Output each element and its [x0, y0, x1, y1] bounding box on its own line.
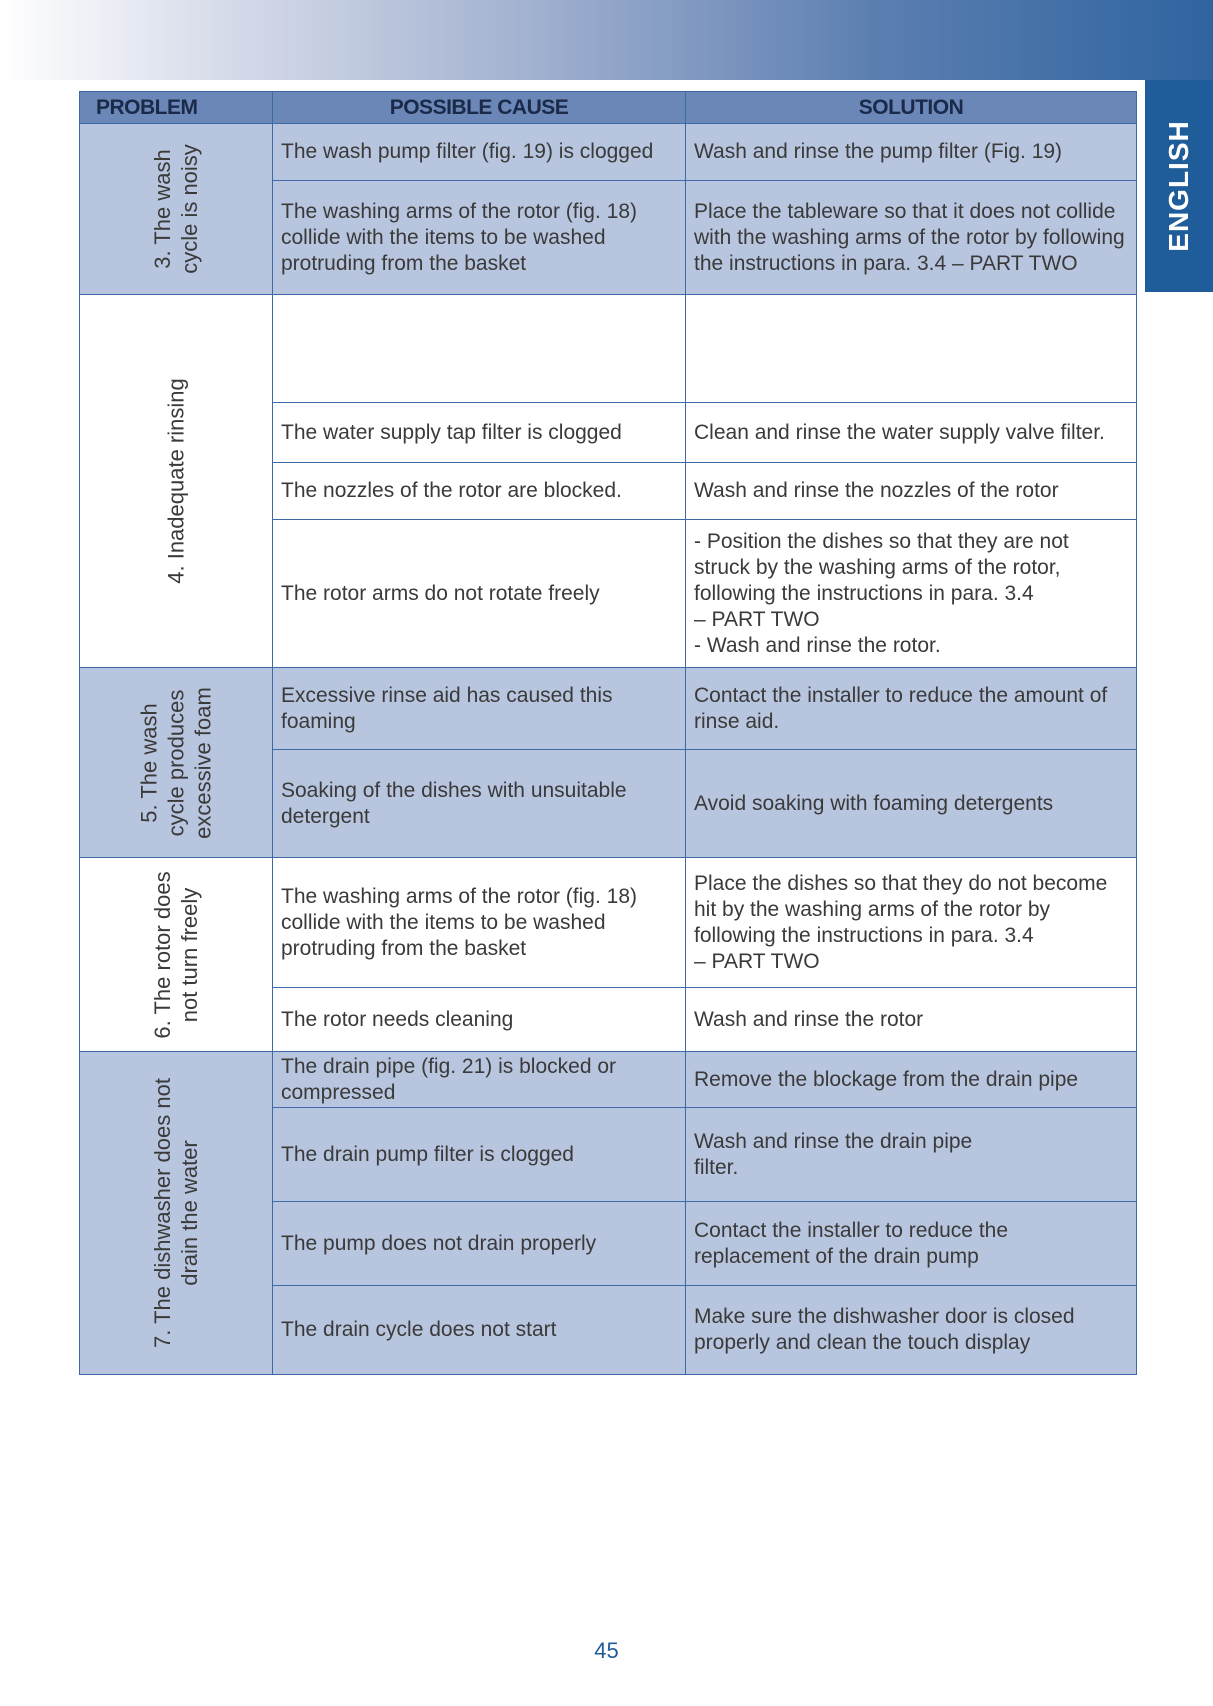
- problem-line: drain the water: [177, 1140, 202, 1286]
- table-header-row: [80, 92, 1137, 124]
- cause-cell: Excessive rinse aid has caused this foaming: [273, 668, 686, 750]
- table-row: [80, 858, 1137, 988]
- problem-cell-inadequate-rinsing: [80, 295, 273, 668]
- solution-cell: Avoid soaking with foaming detergents: [686, 750, 1137, 858]
- cause-cell: The rotor arms do not rotate freely: [273, 520, 686, 668]
- solution-cell: [686, 1108, 1137, 1202]
- solution-line: - Position the dishes so that they are not struck by the washing arms of the rotor, following the instructions in para. 3.4: [694, 529, 1069, 605]
- cause-cell: The wash pump filter (fig. 19) is clogged: [273, 124, 686, 181]
- header-solution: SOLUTION: [686, 92, 1137, 124]
- cause-cell: The water supply tap filter is clogged: [273, 403, 686, 463]
- solution-line: filter.: [694, 1155, 739, 1179]
- cause-cell-empty: [273, 295, 686, 403]
- cause-cell: The rotor needs cleaning: [273, 988, 686, 1052]
- problem-line: 3. The wash: [150, 149, 175, 269]
- solution-cell: Contact the installer to reduce the amount of rinse aid.: [686, 668, 1137, 750]
- cause-cell: The pump does not drain properly: [273, 1202, 686, 1286]
- cause-cell: The washing arms of the rotor (fig. 18) collide with the items to be washed protruding from the basket: [273, 858, 686, 988]
- cause-cell: The drain pipe (fig. 21) is blocked or compressed: [273, 1052, 686, 1108]
- solution-cell: [686, 858, 1137, 988]
- solution-cell: Make sure the dishwasher door is closed properly and clean the touch display: [686, 1286, 1137, 1375]
- problem-line: excessive foam: [190, 686, 216, 839]
- solution-cell: Contact the installer to reduce the replacement of the drain pump: [686, 1202, 1137, 1286]
- cause-cell: The drain pump filter is clogged: [273, 1108, 686, 1202]
- solution-cell: Clean and rinse the water supply valve filter.: [686, 403, 1137, 463]
- cause-cell: The washing arms of the rotor (fig. 18) collide with the items to be washed protruding from the basket: [273, 181, 686, 295]
- solution-cell: Wash and rinse the pump filter (Fig. 19): [686, 124, 1137, 181]
- language-tab-label: ENGLISH: [1163, 120, 1194, 252]
- cause-cell: The nozzles of the rotor are blocked.: [273, 463, 686, 520]
- solution-cell: Wash and rinse the nozzles of the rotor: [686, 463, 1137, 520]
- page-number: 45: [594, 1638, 619, 1663]
- table-row: [80, 295, 1137, 403]
- solution-line: – PART TWO: [694, 949, 820, 973]
- problem-line: cycle produces: [163, 689, 189, 836]
- table-row: [80, 1052, 1137, 1108]
- solution-cell: Place the tableware so that it does not collide with the washing arms of the rotor by following the instructions in para. 3.4 – PART TWO: [686, 181, 1137, 295]
- header-gradient-band: [0, 0, 1213, 80]
- header-possible-cause: POSSIBLE CAUSE: [273, 92, 686, 124]
- problem-line: 6. The rotor does: [150, 870, 175, 1039]
- solution-cell: [686, 520, 1137, 668]
- problem-line: 4. Inadequate rinsing: [163, 378, 189, 584]
- solution-line: - Wash and rinse the rotor.: [694, 633, 941, 657]
- solution-cell: Wash and rinse the rotor: [686, 988, 1137, 1052]
- problem-line: 7. The dishwasher does not: [150, 1078, 175, 1348]
- table-row: [80, 124, 1137, 181]
- solution-line: Wash and rinse the drain pipe: [694, 1129, 973, 1153]
- problem-line: cycle is noisy: [177, 144, 202, 274]
- cause-cell: Soaking of the dishes with unsuitable detergent: [273, 750, 686, 858]
- problem-cell-excessive-foam: [80, 668, 273, 858]
- problem-cell-wash-noisy: [80, 124, 273, 295]
- solution-cell-empty: [686, 295, 1137, 403]
- cause-cell: The drain cycle does not start: [273, 1286, 686, 1375]
- solution-line: Place the dishes so that they do not become hit by the washing arms of the rotor by following the instructions in para. 3.4: [694, 871, 1108, 947]
- solution-cell: Remove the blockage from the drain pipe: [686, 1052, 1137, 1108]
- troubleshooting-table: [79, 91, 1137, 1375]
- solution-line: – PART TWO: [694, 607, 820, 631]
- problem-line: not turn freely: [177, 887, 202, 1022]
- problem-line: 5. The wash: [136, 702, 162, 823]
- header-problem: PROBLEM: [80, 92, 273, 124]
- problem-cell-rotor-not-turning: [80, 858, 273, 1052]
- language-tab: [1145, 80, 1213, 292]
- table-row: [80, 668, 1137, 750]
- problem-cell-does-not-drain: [80, 1052, 273, 1375]
